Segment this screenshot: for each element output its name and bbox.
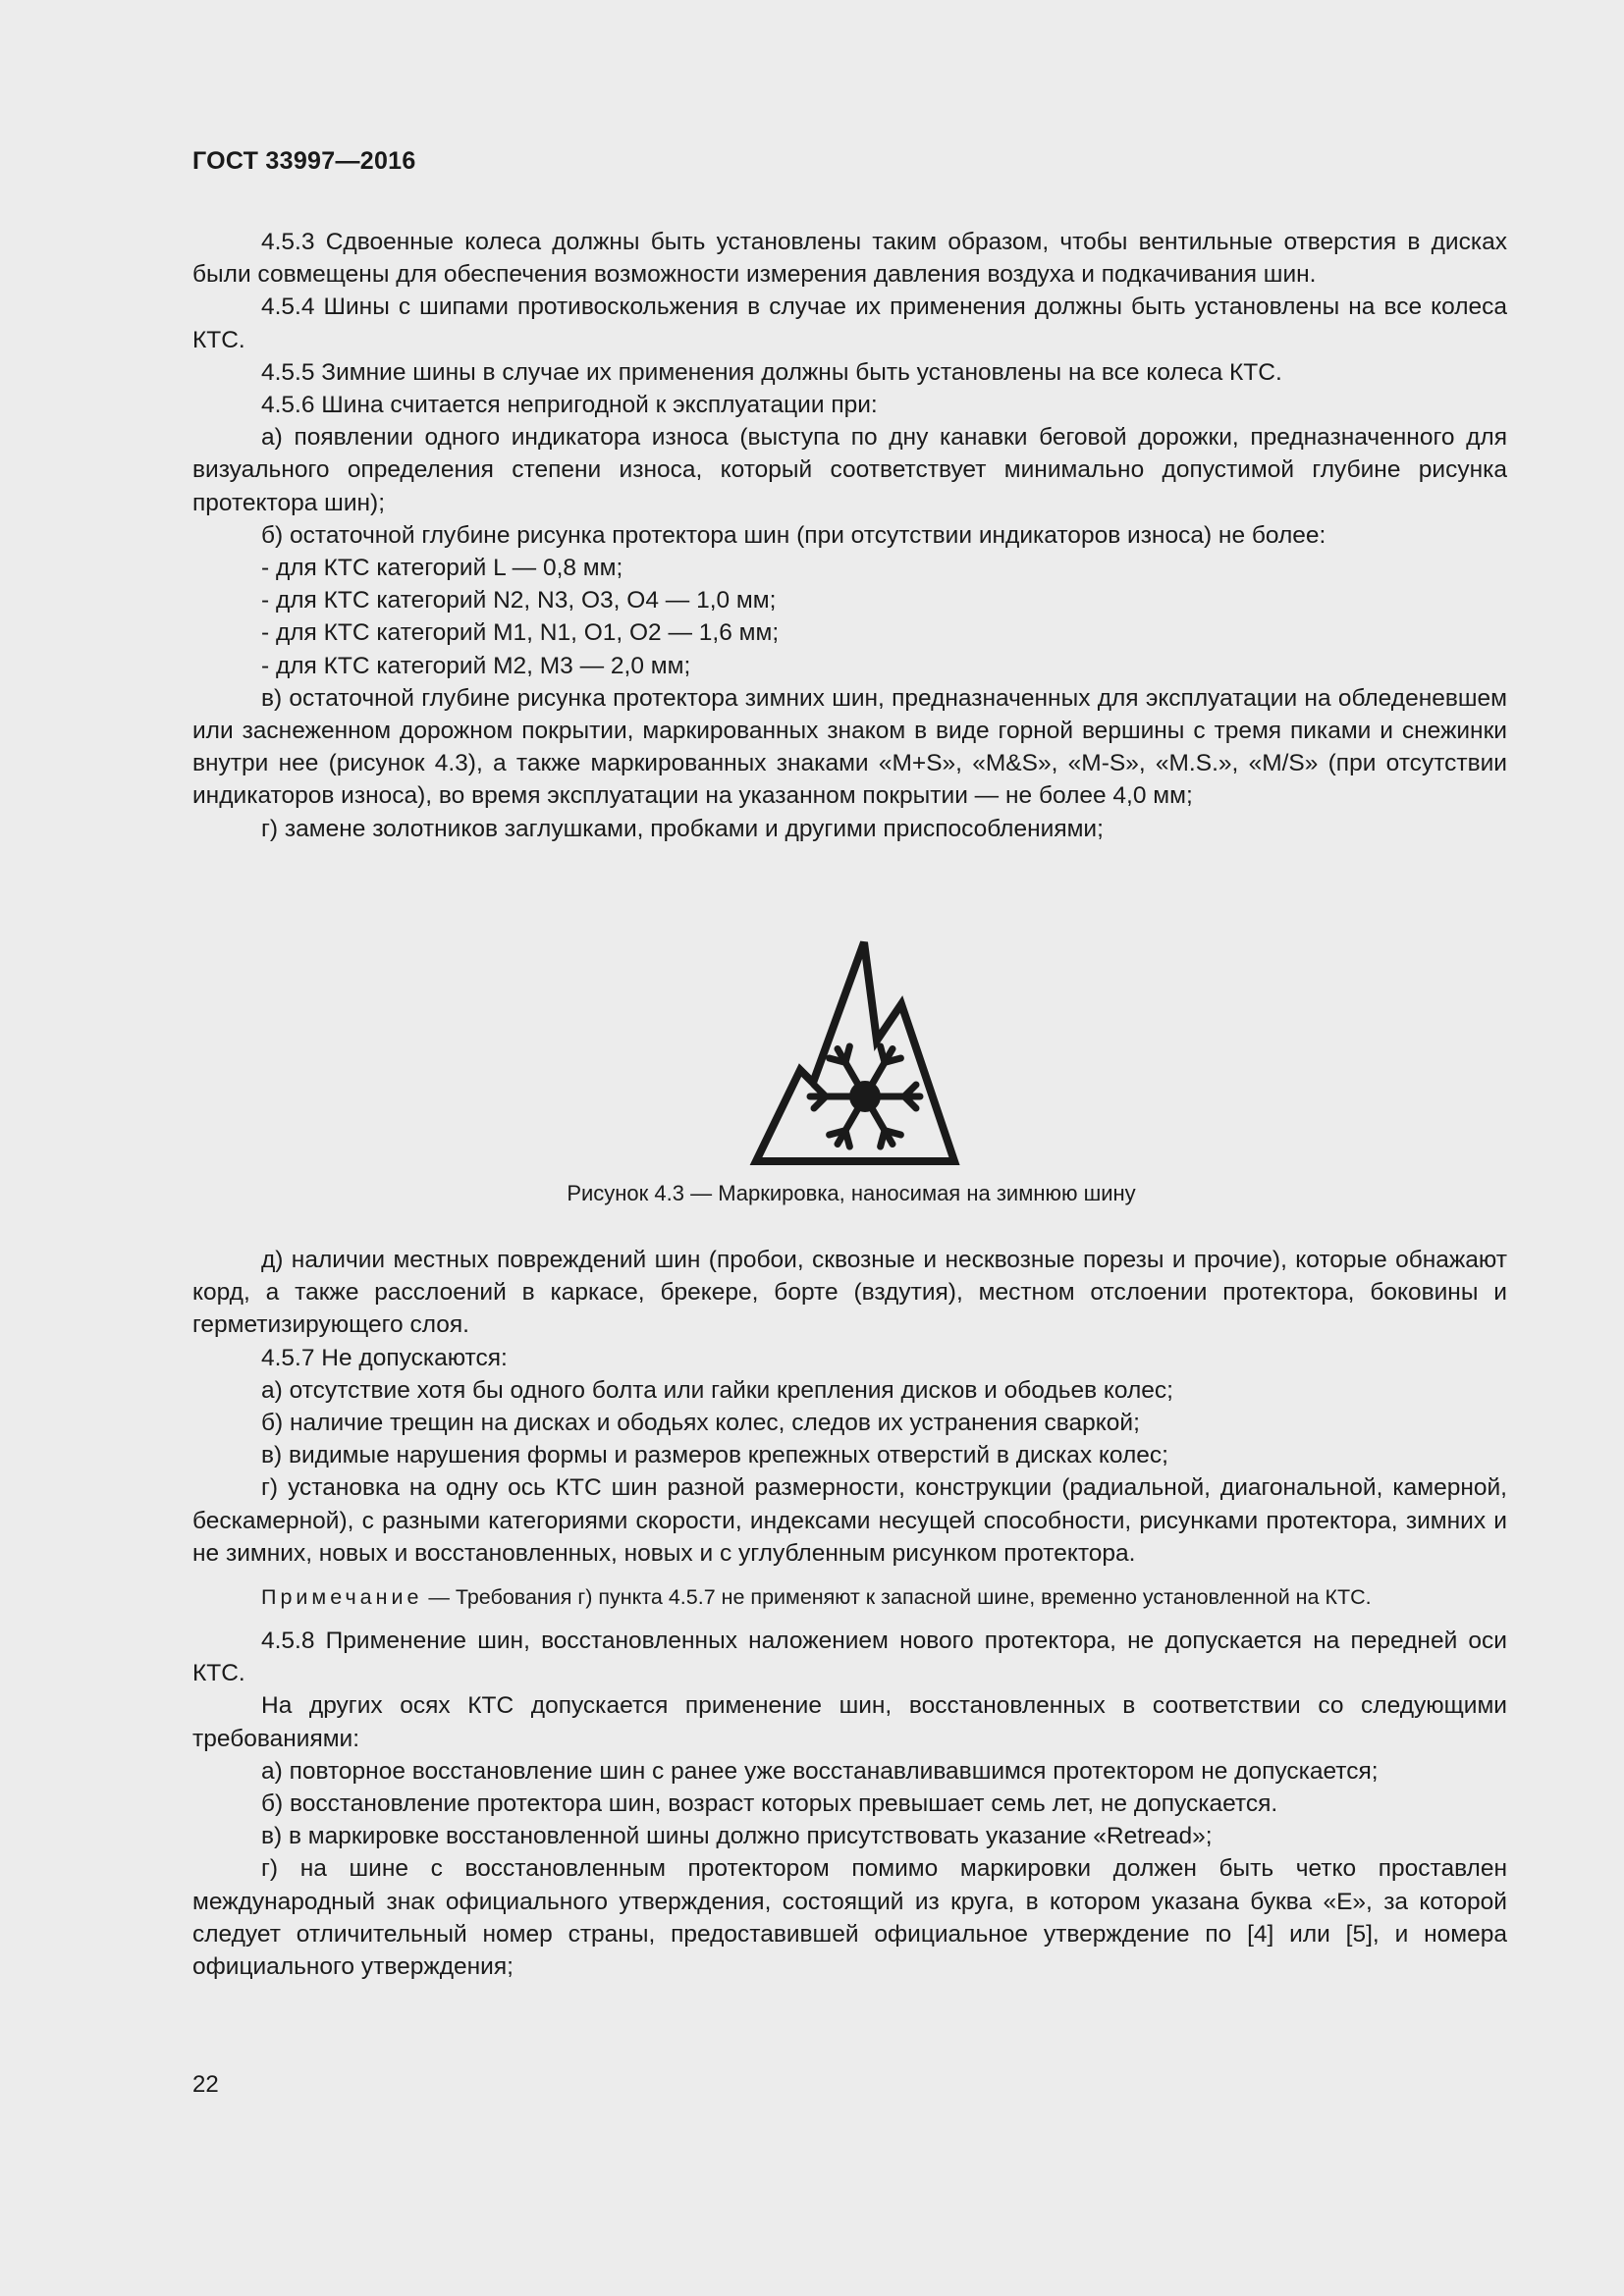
clause-4-5-6: 4.5.6 Шина считается непригодной к эксплуатации при: <box>261 392 878 419</box>
body-text-top <box>192 226 1507 845</box>
clause-4-5-4: 4.5.4 Шины с шипами противоскольжения в случае их применения должны быть установлены на все колеса КТС. <box>192 294 1507 353</box>
requirement-item-b: б) восстановление протектора шин, возраст которых превышает семь лет, не допускается. <box>261 1790 1278 1818</box>
requirement-item-a: а) повторное восстановление шин с ранее уже восстанавливавшимся протектором не допускается; <box>261 1757 1379 1785</box>
prohibited-item-b: б) наличие трещин на дисках и ободьях колес, следов их устранения сваркой; <box>261 1410 1140 1437</box>
document-header: ГОСТ 33997—2016 <box>192 147 416 175</box>
dash-item-m2: - для КТС категорий M2, M3 — 2,0 мм; <box>261 652 691 679</box>
three-peak-mountain-snowflake-icon <box>746 937 962 1173</box>
prohibited-item-a: а) отсутствие хотя бы одного болта или гайки крепления дисков и ободьев колес; <box>261 1376 1173 1404</box>
prohibited-item-g: г) установка на одну ось КТС шин разной размерности, конструкции (радиальной, диагональной, камерной, бескамерной), с разными категориями скорости, индексами несущей способности, рисунками протектора, зимних и не зимних, новых и восстановленных, новых и с углубленным рисунком протектора. <box>192 1474 1507 1567</box>
list-item-g: г) замене золотников заглушками, пробками и другими приспособлениями; <box>261 815 1104 842</box>
note <box>192 1582 1507 1612</box>
note-text: — Требования г) пункта 4.5.7 не применяют к запасной шине, временно установленной на КТС. <box>422 1585 1372 1610</box>
prohibited-item-v: в) видимые нарушения формы и размеров крепежных отверстий в дисках колес; <box>261 1442 1168 1469</box>
requirement-item-g: г) на шине с восстановленным протектором помимо маркировки должен быть четко проставлен международный знак официального утверждения, состоящий из круга, в котором указана буква «E», за которой следует отличительный номер страны, предоставившей официальное утверждение по [4] или [5], и номера официального утверждения; <box>192 1855 1507 1981</box>
list-item-d: д) наличии местных повреждений шин (пробои, сквозные и несквозные порезы и прочие), которые обнажают корд, а также расслоений в каркасе, брекере, борте (вздутия), местном отслоении протектора, боковины и герметизирующего слоя. <box>192 1247 1507 1339</box>
clause-4-5-5: 4.5.5 Зимние шины в случае их применения должны быть установлены на все колеса КТС. <box>261 358 1282 386</box>
list-item-b: б) остаточной глубине рисунка протектора шин (при отсутствии индикаторов износа) не более: <box>261 521 1326 549</box>
list-item-a: а) появлении одного индикатора износа (выступа по дну канавки беговой дорожки, предназначенного для визуального определения степени износа, который соответствует минимально допустимой глубине рисунка протектора шин); <box>192 424 1507 516</box>
requirement-item-v: в) в маркировке восстановленной шины должно присутствовать указание «Retread»; <box>261 1823 1213 1850</box>
dash-item-m1: - для КТС категорий M1, N1, O1, O2 — 1,6 мм; <box>261 619 780 647</box>
body-text-bottom <box>192 1244 1507 1983</box>
list-item-v: в) остаточной глубине рисунка протектора зимних шин, предназначенных для эксплуатации на обледеневшем или заснеженном дорожном покрытии, маркированных знаком в виде горной вершины с тремя пиками и снежинки внутри нее (рисунок 4.3), а также маркированных знаками «M+S», «M&S», «M-S», «M.S.», «M/S» (при отсутствии индикаторов износа), во время эксплуатации на указанном покрытии — не более 4,0 мм; <box>192 684 1507 810</box>
note-label: Примечание <box>261 1585 423 1610</box>
page-number: 22 <box>192 2071 219 2098</box>
dash-item-n2: - для КТС категорий N2, N3, O3, O4 — 1,0 мм; <box>261 587 777 614</box>
other-axes-paragraph: На других осях КТС допускается применение шин, восстановленных в соответствии со следующими требованиями: <box>192 1692 1507 1752</box>
figure-caption: Рисунок 4.3 — Маркировка, наносимая на зимнюю шину <box>567 1181 1136 1205</box>
clause-4-5-3: 4.5.3 Сдвоенные колеса должны быть установлены таким образом, чтобы вентильные отверстия в дисках были совмещены для обеспечения возможности измерения давления воздуха и подкачивания шин. <box>192 229 1507 289</box>
clause-4-5-7: 4.5.7 Не допускаются: <box>261 1344 508 1371</box>
clause-4-5-8: 4.5.8 Применение шин, восстановленных наложением нового протектора, не допускается на передней оси КТС. <box>192 1628 1507 1687</box>
dash-item-l: - для КТС категорий L — 0,8 мм; <box>261 555 623 582</box>
